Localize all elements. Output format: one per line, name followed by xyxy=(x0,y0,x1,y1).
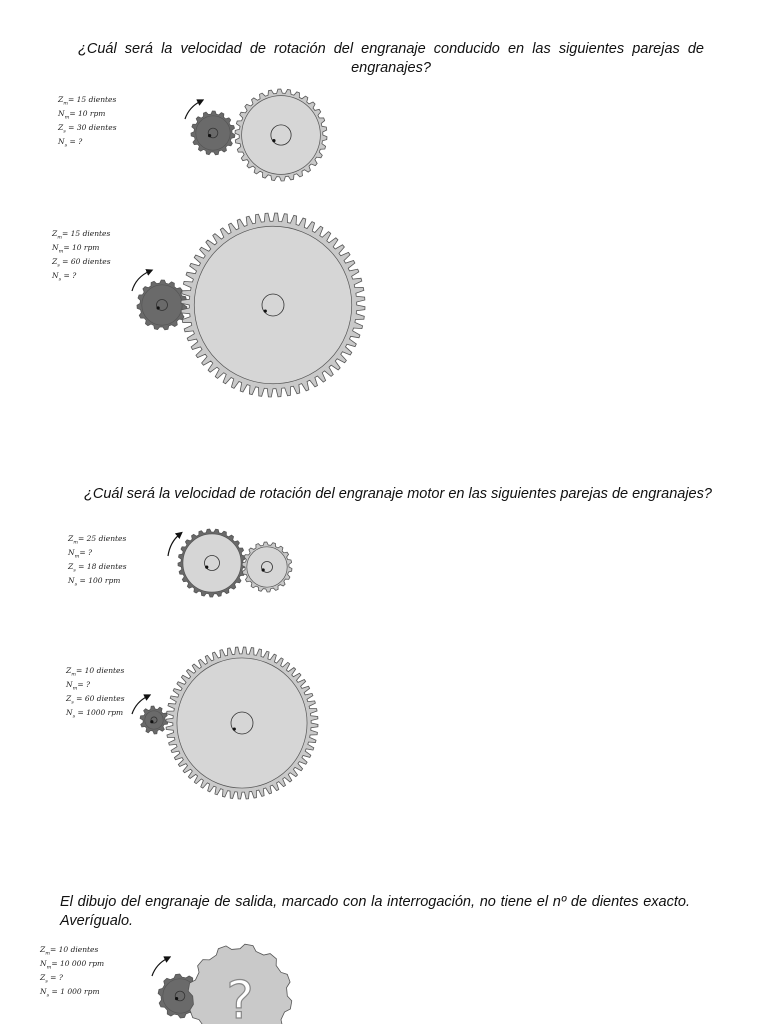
problem-5-nm: 10 000 rpm xyxy=(59,959,105,969)
shaft-key-dot xyxy=(264,309,267,312)
problem-3-zs: 18 dientes xyxy=(86,562,127,572)
driver-gear-icon xyxy=(140,706,168,734)
gear-pair-4 xyxy=(128,640,328,810)
gear-pair-1 xyxy=(175,85,335,190)
problem-1-zs: 30 dientes xyxy=(76,123,117,133)
problem-1-params: $Z_m= 15$ dientes $N_m= 10$ rpm $Z_s = 30$ dientes $N_s$ = ? xyxy=(58,95,117,149)
driven-gear-icon xyxy=(242,542,292,592)
problem-4-params: $Z_m= 10$ dientes $N_m=$ ? $Z_s = 60$ dientes $N_s = 1000$ rpm xyxy=(66,666,125,720)
shaft-key-dot xyxy=(175,997,178,1000)
problem-2-zs: 60 dientes xyxy=(70,257,111,267)
rotation-arrow-icon xyxy=(168,534,180,556)
problem-3-zm: 25 dientes xyxy=(86,534,127,543)
gear-face xyxy=(177,658,307,788)
shaft-key-dot xyxy=(150,720,153,723)
problem-5-zm: 10 dientes xyxy=(58,945,99,954)
shaft-key-dot xyxy=(272,139,275,142)
gear-face xyxy=(242,96,321,175)
rotation-arrow-icon xyxy=(152,958,168,976)
problem-4-nm: ? xyxy=(85,680,91,690)
driver-gear-icon xyxy=(191,111,235,155)
problem-2-ns: ? xyxy=(72,271,77,281)
gear-face xyxy=(194,226,352,384)
problem-5-ns: 1 000 rpm xyxy=(60,987,100,997)
driver-gear-icon xyxy=(137,280,187,330)
problem-2-nm: 10 rpm xyxy=(71,243,100,253)
gear-face xyxy=(142,285,182,325)
driver-gear-icon xyxy=(178,529,246,597)
rotation-arrow-icon xyxy=(185,101,201,119)
problem-5-zs: ? xyxy=(58,973,63,983)
gear-pair-5 xyxy=(140,938,300,1024)
driven-gear-icon xyxy=(181,213,365,397)
question-1-text: ¿Cuál será la velocidad de rotación del engranaje conducido en las siguientes parejas de engranajes? xyxy=(78,41,704,76)
shaft-key-dot xyxy=(262,568,265,571)
problem-3-ns: 100 rpm xyxy=(88,576,121,586)
problem-4-zs: 60 dientes xyxy=(84,694,125,704)
problem-4-ns: 1000 rpm xyxy=(86,708,124,718)
problem-1-nm: 10 rpm xyxy=(77,109,106,119)
shaft-key-dot xyxy=(205,566,208,569)
shaft-key-dot xyxy=(157,306,160,309)
gear-face xyxy=(145,711,163,729)
problem-3-params: $Z_m= 25$ dientes $N_m=$ ? $Z_s = 18$ dientes $N_s = 100$ rpm xyxy=(68,534,127,588)
problem-2-zm: 15 dientes xyxy=(70,229,111,238)
question-2-text: ¿Cuál será la velocidad de rotación del engranaje motor en las siguientes parejas de engranajes? xyxy=(84,486,712,502)
problem-5-params: $Z_m= 10$ dientes $N_m= 10$ 000 rpm $Z_s$ = ? $N_s = 1$ 000 rpm xyxy=(40,945,105,999)
gear-pair-3 xyxy=(160,518,300,608)
problem-2-params: $Z_m= 15$ dientes $N_m= 10$ rpm $Z_s = 60$ dientes $N_s$ = ? xyxy=(52,229,111,283)
gear-face xyxy=(247,547,287,587)
driven-gear-icon xyxy=(166,647,318,799)
problem-1-zm: 15 dientes xyxy=(76,95,117,104)
problem-4-zm: 10 dientes xyxy=(84,666,125,675)
shaft-key-dot xyxy=(233,727,236,730)
gear-face xyxy=(196,116,230,150)
problem-3-nm: ? xyxy=(87,548,93,558)
question-mark-label: ? xyxy=(226,971,254,1024)
driven-gear-icon xyxy=(235,89,327,181)
question-3-text: El dibujo del engranaje de salida, marcado con la interrogación, no tiene el nº de dientes exacto. Averígualo. xyxy=(60,894,690,929)
gear-pair-2 xyxy=(120,205,375,405)
gear-face xyxy=(183,534,241,592)
problem-1-ns: ? xyxy=(78,137,83,147)
shaft-key-dot xyxy=(208,134,211,137)
